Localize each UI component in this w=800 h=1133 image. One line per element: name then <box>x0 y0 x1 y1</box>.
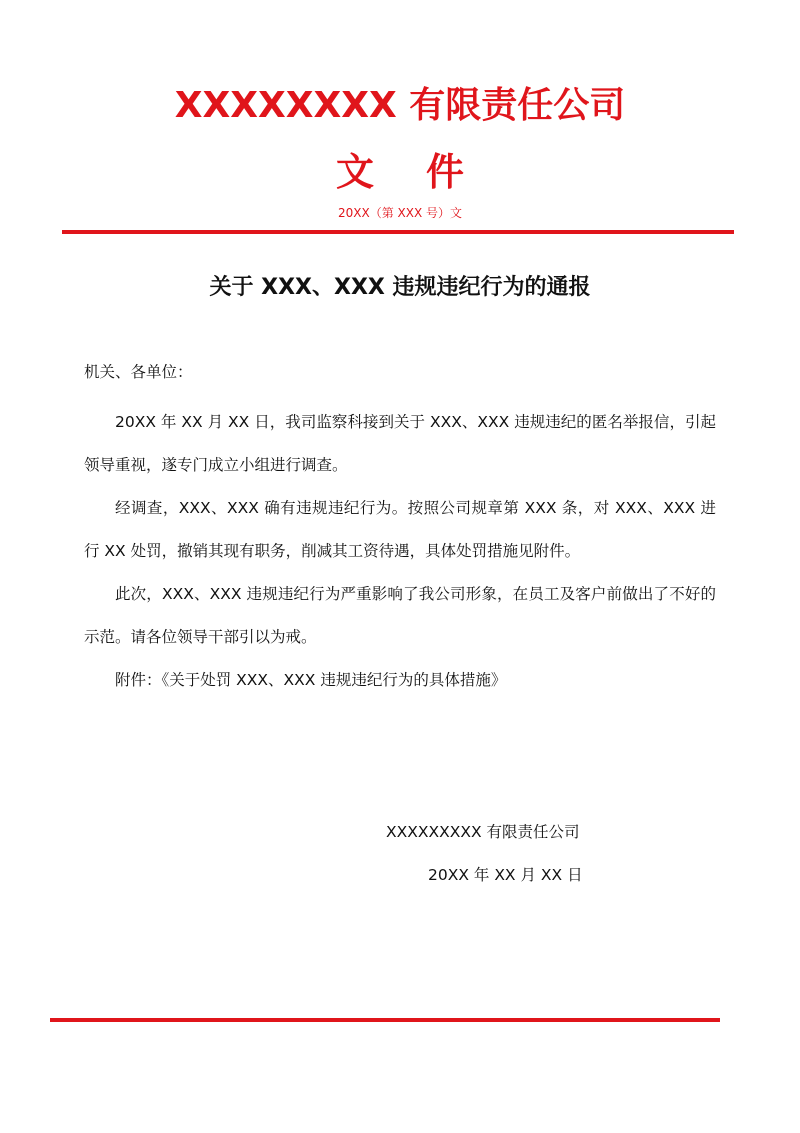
body-text <box>84 401 716 702</box>
document-title: 关于 XXX、XXX 违规违纪行为的通报 <box>209 275 591 300</box>
paragraph-attachment: 附件：《关于处罚 XXX、XXX 违规违纪行为的具体措施》 <box>115 671 507 689</box>
salutation: 机关、各单位： <box>84 363 193 381</box>
signature-company: XXXXXXXXX 有限责任公司 <box>386 823 580 841</box>
document-type: 文件 <box>335 150 516 194</box>
header-divider <box>62 230 734 234</box>
paragraph-investigation: 经调查，XXX、XXX 确有违规违纪行为。按照公司规章第 XXX 条，对 XXX、XXX 进行 XX 处罚，撤销其现有职务，削减其工资待遇，具体处罚措施见附件。 <box>84 499 716 560</box>
company-name: XXXXXXXX 有限责任公司 <box>174 85 626 126</box>
signature-date: 20XX 年 XX 月 XX 日 <box>428 866 583 884</box>
footer-divider <box>50 1018 720 1022</box>
paragraph-report: 20XX 年 XX 月 XX 日，我司监察科接到关于 XXX、XXX 违规违纪的匿名举报信，引起领导重视，遂专门成立小组进行调查。 <box>84 413 716 474</box>
document-number: 20XX（第 XXX 号）文 <box>337 206 462 220</box>
paragraph-warning: 此次，XXX、XXX 违规违纪行为严重影响了我公司形象，在员工及客户前做出了不好的示范。请各位领导干部引以为戒。 <box>84 585 716 646</box>
